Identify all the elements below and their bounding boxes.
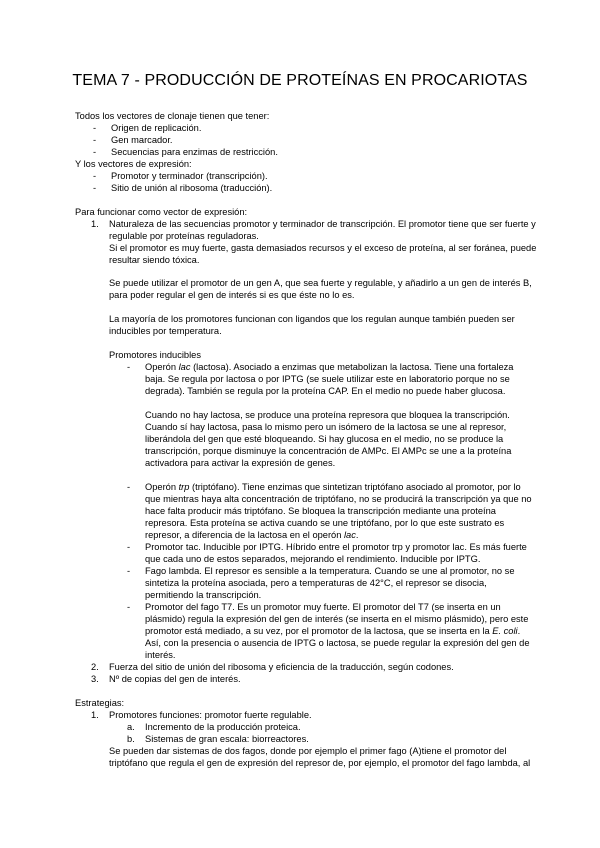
cloning-heading: Todos los vectores de clonaje tienen que tener:: [75, 111, 270, 121]
paragraph-line: Cuando no hay lactosa, se produce una proteína represora que bloquea la transcripción.: [145, 410, 510, 420]
paragraph-line: La mayoría de los promotores funcionan con ligandos que los regulan aunque también pueden ser: [109, 314, 515, 324]
paragraph-line: Si el promotor es muy fuerte, gasta demasiados recursos y el exceso de proteína, al ser foránea, puede: [109, 243, 537, 253]
list-number: 1.: [91, 219, 99, 229]
paragraph-line: hace falta producir más triptófano. Se bloquea la transcripción mediante una proteína: [145, 506, 496, 516]
list-item: Sistemas de gran escala: biorreactores.: [145, 734, 309, 744]
paragraph-line: represora. Esta proteína se activa cuando se une triptófano, por lo que este sustrato es: [145, 518, 505, 528]
list-item: Sitio de unión al ribosoma (traducción).: [111, 183, 273, 193]
paragraph-line: Se pueden dar sistemas de dos fagos, donde por ejemplo el primer fago (A)tiene el promotor del: [109, 746, 507, 756]
list-item: Promotor y terminador (transcripción).: [111, 171, 268, 181]
paragraph-line: represor, a diferencia de la lactosa en el operón lac.: [145, 530, 359, 540]
paragraph-line: inducibles por temperatura.: [109, 326, 222, 336]
paragraph-line: promotor está mediado, a su vez, por el promotor de la lactosa, que se inserta en la E. coli.: [145, 626, 521, 636]
paragraph-line: Naturaleza de las secuencias promotor y terminador de transcripción. El promotor tiene que ser fuerte y: [109, 219, 536, 229]
paragraph-line: regulable por proteínas reguladoras.: [109, 231, 259, 241]
list-item: Nº de copias del gen de interés.: [109, 674, 241, 684]
paragraph-line: Así, con la presencia o ausencia de IPTG o lactosa, se puede regular la expresión del gen de: [145, 638, 530, 648]
bullet-dash: -: [127, 566, 131, 576]
paragraph-line: Promotor del fago T7. Es un promotor muy fuerte. El promotor del T7 (se inserta en un: [145, 602, 501, 612]
list-item: Origen de replicación.: [111, 123, 202, 133]
paragraph-line: Promotor tac. Inducible por IPTG. Híbrido entre el promotor trp y promotor lac. Es más fuerte: [145, 542, 527, 552]
trp-operon-line: Operón trp (triptófano). Tiene enzimas que sintetizan triptófano asociado al promotor, por lo: [145, 482, 521, 492]
paragraph-line: transcripción, porque disminuye la concentración de AMPc. El AMPc se une a la proteína: [145, 446, 512, 456]
section-heading: Para funcionar como vector de expresión:: [75, 207, 248, 217]
list-item: Secuencias para enzimas de restricción.: [111, 147, 278, 157]
paragraph-line: activadora para activar la expresión de genes.: [145, 458, 336, 468]
paragraph-line: Fago lambda. El represor es sensible a la temperatura. Cuando se une al promotor, no se: [145, 566, 515, 576]
paragraph-line: liberándola del gen que esté bloqueando. Si hay glucosa en el medio, no se produce la: [145, 434, 504, 444]
list-item: Gen marcador.: [111, 135, 173, 145]
paragraph-line: para poder regular el gen de interés si es que éste no lo es.: [109, 290, 355, 300]
bullet-dash: -: [93, 147, 97, 157]
section-heading: Estrategias:: [75, 698, 125, 708]
paragraph-line: interés.: [145, 650, 176, 660]
list-number: 2.: [91, 662, 99, 672]
list-number: 1.: [91, 710, 99, 720]
bullet-dash: -: [127, 482, 131, 492]
lac-operon-line: Operón lac (lactosa). Asociado a enzimas que metabolizan la lactosa. Tiene una fortaleza: [145, 362, 514, 372]
page-title: TEMA 7 - PRODUCCIÓN DE PROTEÍNAS EN PROCARIOTAS: [72, 72, 528, 89]
paragraph-line: triptófano que regula el gen de expresión del represor de, por ejemplo, el promotor del fago lambda, al: [109, 758, 531, 768]
paragraph-line: baja. Se regula por lactosa o por IPTG (se suele utilizar este en laboratorio porque no se: [145, 374, 510, 384]
bullet-dash: -: [127, 362, 131, 372]
paragraph-line: degrada). También se regula por la proteína CAP. En el medio no puede haber glucosa.: [145, 386, 506, 396]
paragraph-line: Cuando sí hay lactosa, pasa lo mismo pero un isómero de la lactosa se une al represor,: [145, 422, 507, 432]
bullet-dash: -: [93, 183, 97, 193]
expression-heading: Y los vectores de expresión:: [75, 159, 192, 169]
bullet-dash: -: [127, 542, 131, 552]
bullet-dash: -: [127, 602, 131, 612]
bullet-dash: -: [93, 171, 97, 181]
paragraph-line: que cada uno de estos separados, mejorando el rendimiento. Inducible por IPTG.: [145, 554, 481, 564]
paragraph-line: Se puede utilizar el promotor de un gen A, que sea fuerte y regulable, y añadirlo a un gen de interés B,: [109, 278, 532, 288]
subheading-inducible: Promotores inducibles: [109, 350, 201, 360]
paragraph-line: sintetiza la proteína asociada, pero a temperaturas de 42°C, el represor se disocia,: [145, 578, 487, 588]
list-letter: b.: [127, 734, 135, 744]
bullet-dash: -: [93, 123, 97, 133]
paragraph-line: permitiendo la transcripción.: [145, 590, 262, 600]
list-item: Incremento de la producción proteica.: [145, 722, 301, 732]
list-letter: a.: [127, 722, 135, 732]
list-item: Fuerza del sitio de unión del ribosoma y eficiencia de la traducción, según codones.: [109, 662, 454, 672]
bullet-dash: -: [93, 135, 97, 145]
list-item: Promotores funciones: promotor fuerte regulable.: [109, 710, 312, 720]
paragraph-line: plásmido) regula la expresión del gen de interés (se inserta en el mismo plásmido), pero este: [145, 614, 529, 624]
paragraph-line: resultar siendo tóxica.: [109, 255, 200, 265]
paragraph-line: que mientras haya alta concentración de triptófano, no se producirá la transcripción ya que no: [145, 494, 532, 504]
list-number: 3.: [91, 674, 99, 684]
